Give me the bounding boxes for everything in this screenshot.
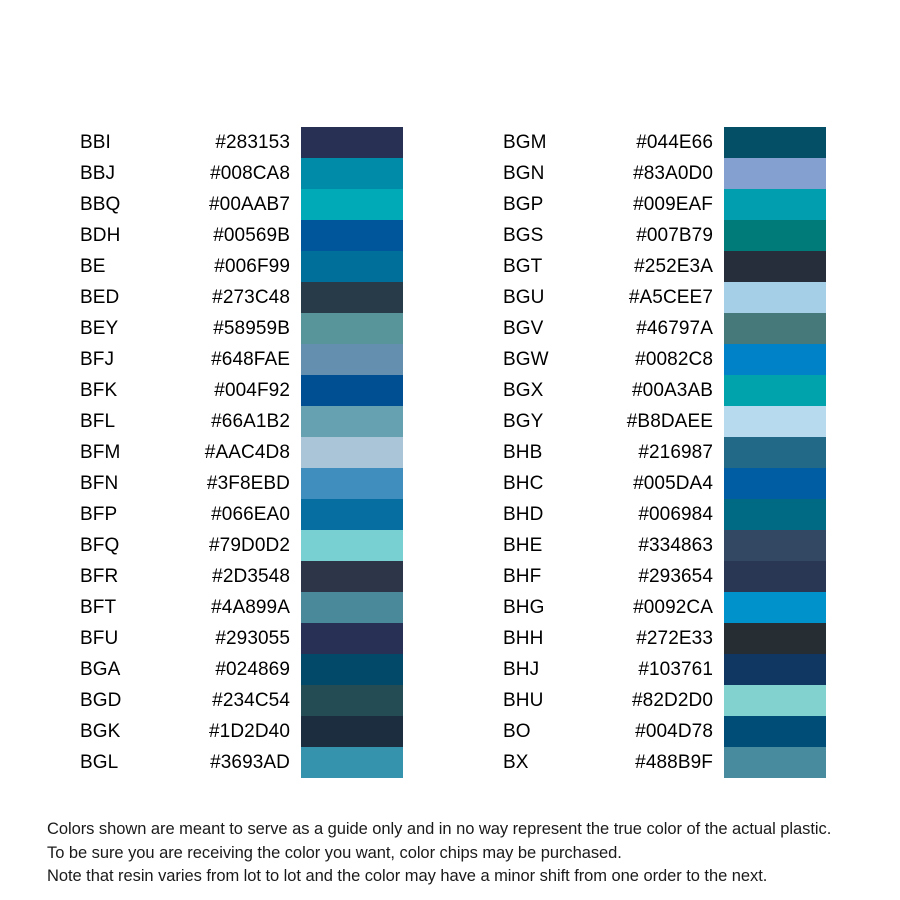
color-row[interactable] <box>80 530 423 561</box>
color-hex-label: #83A0D0 <box>633 163 713 184</box>
color-code-label: BED <box>80 287 120 308</box>
disclaimer-line: Colors shown are meant to serve as a guide only and in no way represent the true color of the actual plastic. <box>47 820 832 838</box>
color-code-label: BHJ <box>503 659 540 680</box>
color-swatch[interactable] <box>724 654 826 685</box>
color-row[interactable] <box>80 685 423 716</box>
color-hex-label: #79D0D2 <box>209 535 290 556</box>
color-code-label: BHG <box>503 597 545 618</box>
color-swatch[interactable] <box>301 220 403 251</box>
color-code-label: BFN <box>80 473 119 494</box>
color-swatch[interactable] <box>301 747 403 778</box>
color-row[interactable] <box>503 406 846 437</box>
color-swatch[interactable] <box>301 251 403 282</box>
color-code-label: BGP <box>503 194 544 215</box>
color-swatch[interactable] <box>724 592 826 623</box>
color-code-label: BGL <box>80 752 119 773</box>
color-hex-label: #00A3AB <box>632 380 713 401</box>
color-swatch[interactable] <box>724 468 826 499</box>
disclaimer-note <box>47 818 867 889</box>
color-swatch[interactable] <box>301 530 403 561</box>
color-swatch[interactable] <box>724 220 826 251</box>
color-row[interactable] <box>503 592 846 623</box>
color-swatch[interactable] <box>301 189 403 220</box>
color-row[interactable] <box>80 313 423 344</box>
color-swatch[interactable] <box>301 654 403 685</box>
color-code-label: BO <box>503 721 531 742</box>
color-hex-label: #272E33 <box>636 628 713 649</box>
color-code-label: BGA <box>80 659 121 680</box>
color-row[interactable] <box>503 220 846 251</box>
color-row[interactable] <box>503 623 846 654</box>
color-hex-label: #234C54 <box>212 690 290 711</box>
color-row[interactable] <box>80 592 423 623</box>
color-swatch[interactable] <box>724 499 826 530</box>
color-row[interactable] <box>503 158 846 189</box>
color-hex-label: #3693AD <box>210 752 290 773</box>
color-hex-label: #293654 <box>638 566 713 587</box>
color-code-label: BGV <box>503 318 544 339</box>
color-hex-label: #066EA0 <box>211 504 290 525</box>
color-hex-label: #024869 <box>215 659 290 680</box>
color-hex-label: #004F92 <box>214 380 290 401</box>
color-code-label: BFQ <box>80 535 120 556</box>
color-hex-label: #66A1B2 <box>211 411 290 432</box>
color-row[interactable] <box>503 282 846 313</box>
color-swatch[interactable] <box>301 375 403 406</box>
color-code-label: BFL <box>80 411 116 432</box>
color-swatch[interactable] <box>301 561 403 592</box>
color-hex-label: #3F8EBD <box>206 473 290 494</box>
color-hex-label: #006984 <box>638 504 713 525</box>
color-row[interactable] <box>503 499 846 530</box>
color-hex-label: #1D2D40 <box>209 721 290 742</box>
color-hex-label: #B8DAEE <box>626 411 713 432</box>
color-hex-label: #044E66 <box>636 132 713 153</box>
color-code-label: BGM <box>503 132 547 153</box>
color-row[interactable] <box>80 623 423 654</box>
color-swatch[interactable] <box>301 406 403 437</box>
color-row[interactable] <box>503 530 846 561</box>
color-swatch[interactable] <box>724 375 826 406</box>
color-row[interactable] <box>503 437 846 468</box>
color-swatch[interactable] <box>724 127 826 158</box>
color-swatch[interactable] <box>301 344 403 375</box>
color-row[interactable] <box>503 375 846 406</box>
color-code-label: BGK <box>80 721 121 742</box>
color-code-label: BHD <box>503 504 544 525</box>
color-code-label: BBJ <box>80 163 116 184</box>
color-hex-label: #103761 <box>638 659 713 680</box>
color-swatch[interactable] <box>724 437 826 468</box>
color-code-label: BFK <box>80 380 118 401</box>
color-hex-label: #4A899A <box>211 597 290 618</box>
color-hex-label: #46797A <box>636 318 713 339</box>
color-swatch[interactable] <box>724 747 826 778</box>
color-row[interactable] <box>80 468 423 499</box>
color-swatch[interactable] <box>301 716 403 747</box>
color-swatch[interactable] <box>724 158 826 189</box>
color-swatch[interactable] <box>301 592 403 623</box>
color-code-label: BFR <box>80 566 119 587</box>
color-swatch[interactable] <box>724 344 826 375</box>
color-code-label: BGT <box>503 256 543 277</box>
color-swatch[interactable] <box>724 282 826 313</box>
color-code-label: BE <box>80 256 106 277</box>
color-row[interactable] <box>80 499 423 530</box>
color-row[interactable] <box>80 561 423 592</box>
color-swatch[interactable] <box>301 499 403 530</box>
color-row[interactable] <box>503 313 846 344</box>
color-swatch[interactable] <box>301 127 403 158</box>
color-code-label: BFM <box>80 442 121 463</box>
color-code-label: BFJ <box>80 349 115 370</box>
color-code-label: BHH <box>503 628 544 649</box>
color-row[interactable] <box>80 189 423 220</box>
color-swatch[interactable] <box>301 685 403 716</box>
color-swatch[interactable] <box>301 468 403 499</box>
color-hex-label: #007B79 <box>636 225 713 246</box>
color-swatch[interactable] <box>301 313 403 344</box>
color-hex-label: #006F99 <box>214 256 290 277</box>
color-hex-label: #216987 <box>638 442 713 463</box>
color-swatch[interactable] <box>724 530 826 561</box>
color-code-label: BDH <box>80 225 121 246</box>
color-hex-label: #A5CEE7 <box>628 287 713 308</box>
color-row[interactable] <box>503 468 846 499</box>
color-hex-label: #58959B <box>213 318 290 339</box>
color-code-label: BHC <box>503 473 544 494</box>
color-row[interactable] <box>80 282 423 313</box>
color-code-label: BGN <box>503 163 545 184</box>
color-code-label: BHB <box>503 442 543 463</box>
color-code-label: BGD <box>80 690 122 711</box>
color-swatch[interactable] <box>301 282 403 313</box>
color-code-label: BFP <box>80 504 118 525</box>
color-hex-label: #283153 <box>215 132 290 153</box>
color-row[interactable] <box>503 251 846 282</box>
color-code-label: BBI <box>80 132 111 153</box>
disclaimer-line: To be sure you are receiving the color you want, color chips may be purchased. <box>47 843 622 862</box>
color-code-label: BGU <box>503 287 545 308</box>
color-code-label: BHU <box>503 690 544 711</box>
color-code-label: BFU <box>80 628 119 649</box>
color-hex-label: #648FAE <box>211 349 290 370</box>
color-row[interactable] <box>80 220 423 251</box>
color-code-label: BHF <box>503 566 542 587</box>
color-swatch[interactable] <box>724 716 826 747</box>
color-row[interactable] <box>503 561 846 592</box>
color-code-label: BGX <box>503 380 544 401</box>
color-row[interactable] <box>80 437 423 468</box>
color-swatch[interactable] <box>301 623 403 654</box>
color-hex-label: #2D3548 <box>212 566 290 587</box>
color-swatch[interactable] <box>724 251 826 282</box>
color-swatch[interactable] <box>724 561 826 592</box>
color-hex-label: #82D2D0 <box>632 690 713 711</box>
left-color-column <box>80 127 423 778</box>
color-code-label: BBQ <box>80 194 121 215</box>
color-hex-label: #009EAF <box>633 194 713 215</box>
color-code-label: BGS <box>503 225 544 246</box>
color-row[interactable] <box>503 747 846 778</box>
color-row[interactable] <box>503 189 846 220</box>
color-swatch[interactable] <box>724 406 826 437</box>
color-code-label: BGW <box>503 349 549 370</box>
color-swatch[interactable] <box>724 313 826 344</box>
color-code-label: BEY <box>80 318 119 339</box>
color-hex-label: #005DA4 <box>633 473 713 494</box>
color-code-label: BFT <box>80 597 117 618</box>
color-hex-label: #334863 <box>638 535 713 556</box>
color-swatch[interactable] <box>724 685 826 716</box>
color-code-label: BX <box>503 752 529 773</box>
color-hex-label: #488B9F <box>635 752 713 773</box>
color-row[interactable] <box>80 127 423 158</box>
color-code-label: BHE <box>503 535 543 556</box>
color-row[interactable] <box>80 716 423 747</box>
disclaimer-line: Note that resin varies from lot to lot and the color may have a minor shift from one order to the next. <box>47 867 768 885</box>
color-hex-label: #004D78 <box>635 721 713 742</box>
color-row[interactable] <box>80 251 423 282</box>
color-hex-label: #273C48 <box>212 287 290 308</box>
color-hex-label: #293055 <box>215 628 290 649</box>
color-row[interactable] <box>503 344 846 375</box>
color-row[interactable] <box>80 654 423 685</box>
color-swatch[interactable] <box>724 189 826 220</box>
color-hex-label: #0082C8 <box>635 349 713 370</box>
color-row[interactable] <box>503 654 846 685</box>
color-hex-label: #00AAB7 <box>209 194 290 215</box>
color-hex-label: #AAC4D8 <box>204 442 290 463</box>
right-color-column <box>503 127 846 778</box>
color-row[interactable] <box>503 127 846 158</box>
color-hex-label: #00569B <box>213 225 290 246</box>
color-code-label: BGY <box>503 411 544 432</box>
color-row[interactable] <box>503 716 846 747</box>
color-swatch[interactable] <box>301 437 403 468</box>
color-row[interactable] <box>80 747 423 778</box>
color-row[interactable] <box>80 375 423 406</box>
color-row[interactable] <box>80 406 423 437</box>
color-row[interactable] <box>80 344 423 375</box>
color-row[interactable] <box>80 158 423 189</box>
color-swatch[interactable] <box>301 158 403 189</box>
color-hex-label: #252E3A <box>634 256 713 277</box>
color-hex-label: #008CA8 <box>210 163 290 184</box>
color-row[interactable] <box>503 685 846 716</box>
color-hex-label: #0092CA <box>633 597 713 618</box>
color-swatch[interactable] <box>724 623 826 654</box>
